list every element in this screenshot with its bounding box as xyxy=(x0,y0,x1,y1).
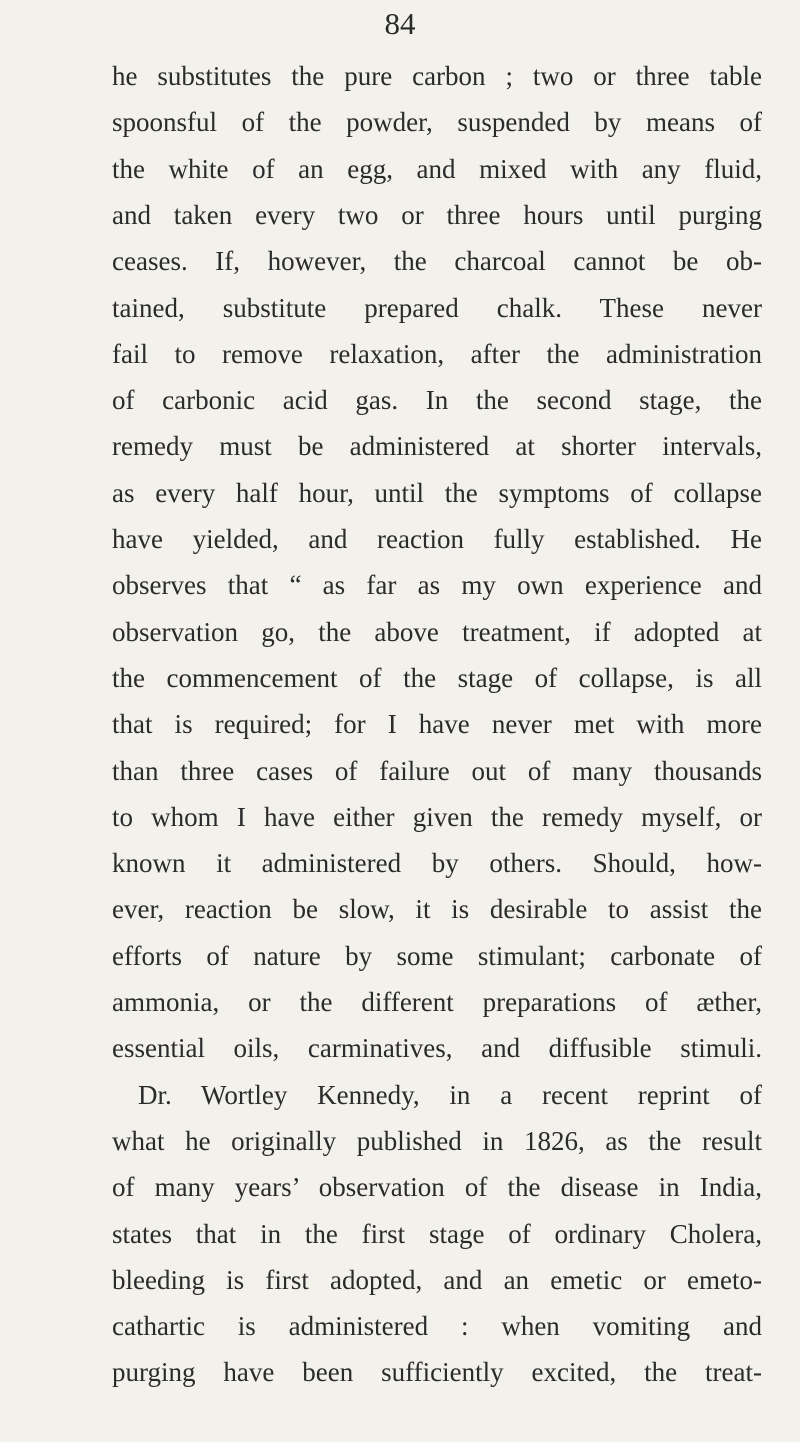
text-line: ceases. If, however, the charcoal cannot be ob- xyxy=(112,246,762,277)
text-line: the commencement of the stage of collapse, is all xyxy=(112,662,762,693)
page-number: 84 xyxy=(384,6,416,41)
text-line: fail to remove relaxation, after the administration xyxy=(112,338,762,369)
text-line: of carbonic acid gas. In the second stage, the xyxy=(112,385,762,416)
text-line: he substitutes the pure carbon ; two or three table xyxy=(112,61,762,91)
text-line: of many years’ observation of the disease in India, xyxy=(112,1172,762,1203)
text-line: states that in the first stage of ordinary Cholera, xyxy=(112,1218,762,1249)
text-line: efforts of nature by some stimulant; carbonate of xyxy=(112,940,762,971)
text-line: tained, substitute prepared chalk. These never xyxy=(112,292,762,323)
text-line: spoonsful of the powder, suspended by means of xyxy=(112,107,762,138)
text-line: purging have been sufficiently excited, the treat- xyxy=(112,1357,762,1388)
text-line: cathartic is administered : when vomiting and xyxy=(112,1311,762,1342)
text-line: and taken every two or three hours until purging xyxy=(112,199,762,230)
text-line: bleeding is first adopted, and an emetic or emeto- xyxy=(112,1264,762,1295)
text-line: known it administered by others. Should, how- xyxy=(112,848,762,879)
text-line: the white of an egg, and mixed with any fluid, xyxy=(112,153,762,184)
text-line: ammonia, or the different preparations of æther, xyxy=(112,987,762,1017)
text-line: observation go, the above treatment, if adopted at xyxy=(112,616,762,647)
text-line: ever, reaction be slow, it is desirable to assist the xyxy=(112,894,762,925)
text-line: remedy must be administered at shorter intervals, xyxy=(112,431,762,462)
text-line: what he originally published in 1826, as the result xyxy=(112,1125,762,1156)
text-line: to whom I have either given the remedy myself, or xyxy=(112,801,762,832)
text-line: as every half hour, until the symptoms of collapse xyxy=(112,477,762,508)
text-line: observes that “ as far as my own experience and xyxy=(112,570,762,601)
paragraph-start-line: Dr. Wortley Kennedy, in a recent reprint of xyxy=(138,1079,762,1110)
text-line: essential oils, carminatives, and diffusible stimuli. xyxy=(112,1033,762,1064)
text-line: have yielded, and reaction fully established. He xyxy=(112,524,762,554)
text-line: than three cases of failure out of many thousands xyxy=(112,755,762,786)
text-line: that is required; for I have never met with more xyxy=(112,709,762,740)
